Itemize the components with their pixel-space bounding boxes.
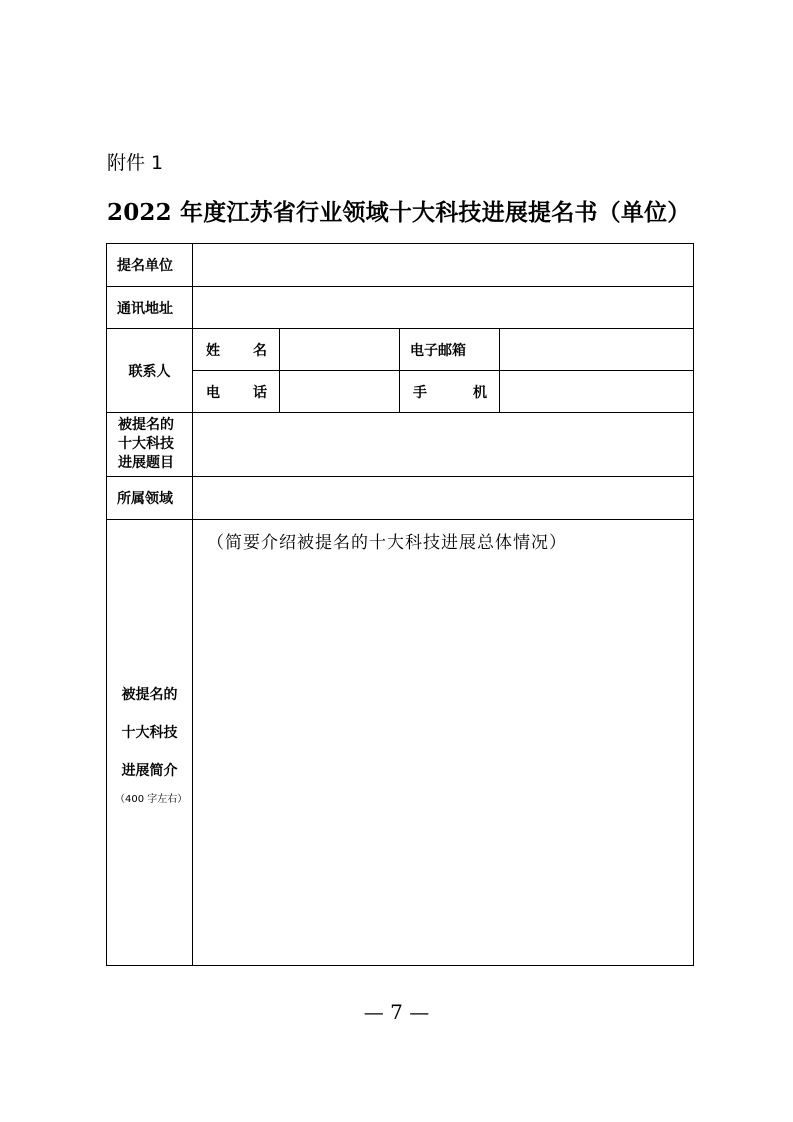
name-label-char-2: 名 bbox=[253, 342, 267, 359]
topic-field[interactable] bbox=[193, 413, 694, 477]
mobile-field[interactable] bbox=[500, 371, 694, 413]
email-field[interactable] bbox=[500, 329, 694, 371]
description-word-limit-note: （400 字左右） bbox=[115, 794, 188, 805]
description-label-line-2: 十大科技 bbox=[121, 725, 178, 741]
description-label-line-1: 被提名的 bbox=[121, 687, 178, 703]
phone-field[interactable] bbox=[280, 371, 400, 413]
mobile-label-char-2: 机 bbox=[473, 384, 487, 401]
phone-label-char-2: 话 bbox=[253, 384, 267, 401]
description-label-line-3: 进展简介 bbox=[121, 763, 178, 779]
mobile-label-char-1: 手 bbox=[413, 384, 427, 401]
topic-label-line-1: 被提名的 bbox=[118, 417, 174, 433]
name-field[interactable] bbox=[280, 329, 400, 371]
page-number: — 7 — bbox=[363, 1000, 430, 1024]
address-label: 通讯地址 bbox=[107, 287, 193, 329]
topic-label-line-3: 进展题目 bbox=[118, 455, 174, 471]
contact-label: 联系人 bbox=[107, 329, 193, 413]
phone-label bbox=[193, 371, 280, 413]
field-label: 所属领域 bbox=[107, 477, 193, 520]
address-field[interactable] bbox=[193, 287, 694, 329]
name-label-char-1: 姓 bbox=[206, 342, 220, 359]
phone-label-char-1: 电 bbox=[206, 384, 220, 401]
document-title: 2022 年度江苏省行业领域十大科技进展提名书（单位） bbox=[107, 199, 691, 226]
topic-label bbox=[107, 413, 193, 477]
topic-label-line-2: 十大科技 bbox=[118, 436, 174, 452]
nominating-unit-label: 提名单位 bbox=[107, 244, 193, 287]
email-label: 电子邮箱 bbox=[400, 329, 500, 371]
field-field[interactable] bbox=[193, 477, 694, 520]
description-field[interactable] bbox=[193, 520, 694, 966]
mobile-label bbox=[400, 371, 500, 413]
attachment-label: 附件 1 bbox=[107, 152, 164, 174]
description-label bbox=[107, 520, 193, 966]
description-hint: （简要介绍被提名的十大科技进展总体情况） bbox=[207, 533, 567, 553]
name-label bbox=[193, 329, 280, 371]
nomination-form bbox=[106, 243, 693, 962]
nominating-unit-field[interactable] bbox=[193, 244, 694, 287]
